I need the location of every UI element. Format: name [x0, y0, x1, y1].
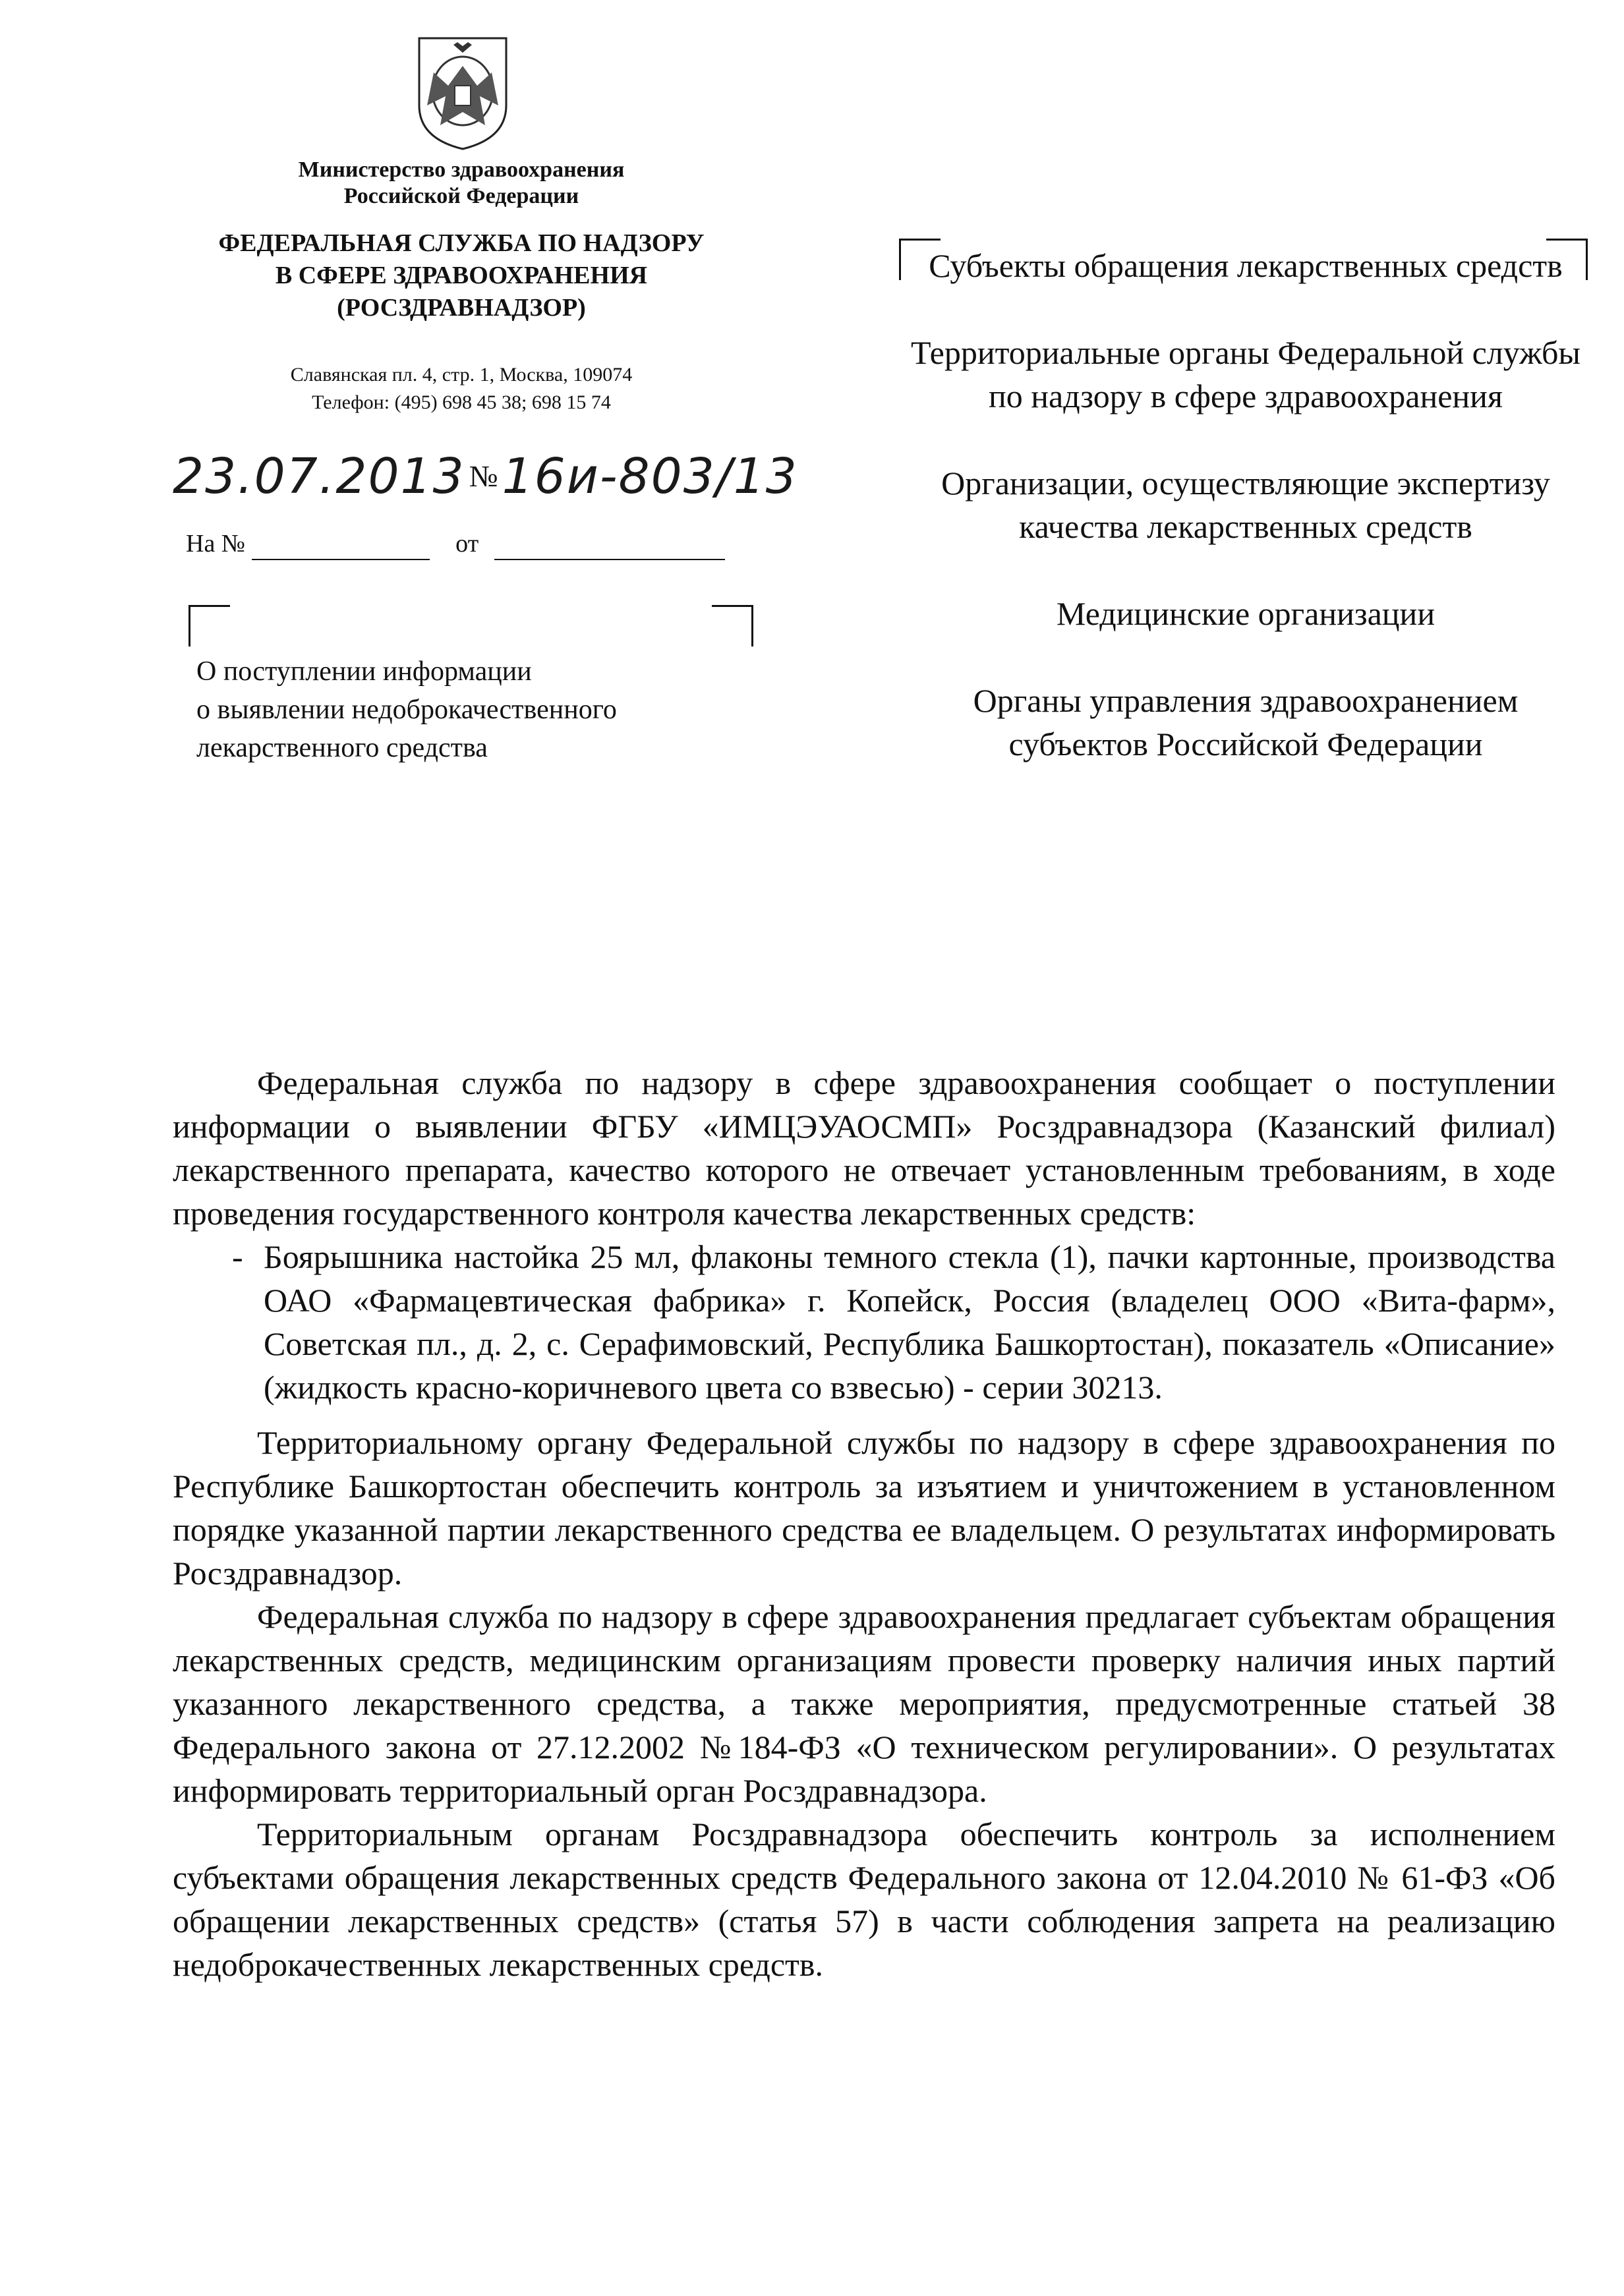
subject-line-2: о выявлении недоброкачественного [196, 695, 617, 725]
addressee-item: Органы управления здравоохранением субъектов Российской Федерации [973, 682, 1519, 762]
service-line-3: (РОСЗДРАВНАДЗОР) [337, 294, 586, 322]
address-line-1: Славянская пл. 4, стр. 1, Москва, 109074 [290, 364, 633, 386]
addressee-list [910, 244, 1582, 809]
product-description: Боярышника настойка 25 мл, флаконы темного стекла (1), пачки картонные, производства ОАО «Фармацевтическая фабрика» г. Копейск, Россия (владелец ООО «Вита-фарм», Советская пл., д. 2, с. Серафимовский, Республика Башкортостан), показатель «Описание» (жидкость красно-коричневого цвета со взвесью) - серии 30213. [264, 1238, 1555, 1406]
subject-bracket-left [188, 605, 230, 646]
body-paragraph-3: Федеральная служба по надзору в сфере здравоохранения предлагает субъектам обращения лекарственных средств, медицинским организациям провести проверку наличия иных партий указанного лекарственного средства, а также мероприятия, предусмотренные статьей 38 Федерального закона от 27.12.2002 №184-ФЗ «О техническом регулировании». О результатах информировать территориальный орган Росздравнадзора. [173, 1598, 1555, 1809]
service-address [132, 361, 791, 416]
body-paragraph-2: Территориальному органу Федеральной службы по надзору в сфере здравоохранения по Республике Башкортостан обеспечить контроль за изъятием и уничтожением в установленном порядке указанной партии лекарственного средства ее владельцем. О результатах информировать Росздравнадзор. [173, 1424, 1555, 1592]
ministry-line-2: Российской Федерации [343, 184, 579, 208]
letter-body [173, 1061, 1555, 1986]
body-paragraph-1: Федеральная служба по надзору в сфере здравоохранения сообщает о поступлении информации о выявлении ФГБУ «ИМЦЭУАОСМП» Росздравнадзора (Казанский филиал) лекарственного препарата, качество которого не отвечает установленным требованиям, в ходе проведения государственного контроля качества лекарственных средств: [173, 1064, 1555, 1232]
addressee-item: Организации, осуществляющие экспертизу качества лекарственных средств [941, 465, 1550, 545]
phone-line: Телефон: (495) 698 45 38; 698 15 74 [312, 391, 611, 413]
reply-label: На № [186, 530, 246, 558]
addressee-item: Медицинские организации [1056, 595, 1436, 632]
ministry-line-1: Министерство здравоохранения [298, 158, 625, 182]
from-label: от [455, 530, 479, 558]
reply-number-blank [252, 532, 430, 560]
service-name [119, 227, 804, 324]
reply-reference-line [186, 527, 725, 560]
subject-line-3: лекарственного средства [196, 733, 488, 763]
document-date: 23.07.2013 [173, 448, 465, 505]
number-sign: № [469, 459, 498, 493]
state-emblem-icon [414, 33, 511, 152]
bullet-dash: - [232, 1238, 243, 1275]
service-line-2: В СФЕРЕ ЗДРАВООХРАНЕНИЯ [275, 262, 648, 289]
subject-block [196, 652, 737, 767]
subject-line-1: О поступлении информации [196, 656, 532, 687]
subject-bracket-right [712, 605, 753, 646]
addressee-item: Территориальные органы Федеральной службы по надзору в сфере здравоохранения [911, 334, 1580, 415]
document-number: 16и-803/13 [502, 448, 798, 505]
addressee-item: Субъекты обращения лекарственных средств [929, 247, 1563, 284]
service-line-1: ФЕДЕРАЛЬНАЯ СЛУЖБА ПО НАДЗОРУ [218, 229, 705, 257]
reply-date-blank [494, 532, 725, 560]
ministry-name [198, 157, 725, 210]
registration-line [173, 448, 798, 521]
product-list-item [173, 1235, 1555, 1409]
body-paragraph-4: Территориальным органам Росздравнадзора обеспечить контроль за исполнением субъектами обращения лекарственных средств Федерального закона от 12.04.2010 № 61-ФЗ «Об обращении лекарственных средств» (статья 57) в части соблюдения запрета на реализацию недоброкачественных лекарственных средств. [173, 1816, 1555, 1983]
